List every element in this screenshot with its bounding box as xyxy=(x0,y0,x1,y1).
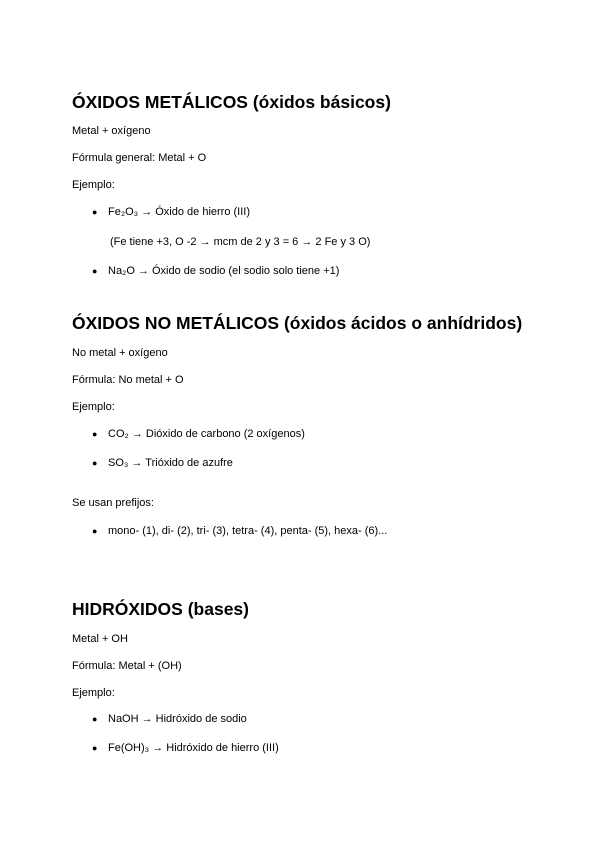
bullet-icon: ● xyxy=(92,743,98,753)
list-item xyxy=(92,428,305,440)
list-item-text: CO₂ → Dióxido de carbono (2 oxígenos) xyxy=(108,428,305,440)
example-label: Ejemplo: xyxy=(72,687,115,699)
definition-line: No metal + oxígeno xyxy=(72,347,168,359)
bullet-icon: ● xyxy=(92,458,98,468)
bullet-icon: ● xyxy=(92,714,98,724)
bullet-icon: ● xyxy=(92,207,98,217)
explanation-note: (Fe tiene +3, O -2 → mcm de 2 y 3 = 6 → 2 Fe y 3 O) xyxy=(110,236,371,248)
list-item-text: Na₂O → Óxido de sodio (el sodio solo tiene +1) xyxy=(108,265,340,277)
prefix-label: Se usan prefijos: xyxy=(72,497,154,509)
list-item-text: mono- (1), di- (2), tri- (3), tetra- (4), penta- (5), hexa- (6)... xyxy=(108,525,388,537)
bullet-icon: ● xyxy=(92,266,98,276)
list-item-text: NaOH → Hidróxido de sodio xyxy=(108,713,247,725)
formula-line: Fórmula: No metal + O xyxy=(72,374,184,386)
bullet-icon: ● xyxy=(92,526,98,536)
formula-line: Fórmula general: Metal + O xyxy=(72,152,207,164)
example-label: Ejemplo: xyxy=(72,401,115,413)
list-item xyxy=(92,206,250,218)
formula-line: Fórmula: Metal + (OH) xyxy=(72,660,182,672)
section-heading-hidroxidos: HIDRÓXIDOS (bases) xyxy=(72,599,249,619)
list-item xyxy=(92,713,247,725)
list-item xyxy=(92,265,339,277)
section-heading-oxidos-metalicos: ÓXIDOS METÁLICOS (óxidos básicos) xyxy=(72,92,391,112)
definition-line: Metal + OH xyxy=(72,633,128,645)
example-label: Ejemplo: xyxy=(72,179,115,191)
list-item xyxy=(92,525,387,537)
section-heading-oxidos-no-metalicos: ÓXIDOS NO METÁLICOS (óxidos ácidos o anhídridos) xyxy=(72,313,523,333)
list-item-text: SO₃ → Trióxido de azufre xyxy=(108,457,233,469)
list-item xyxy=(92,742,279,754)
list-item-text: Fe(OH)₃ → Hidróxido de hierro (III) xyxy=(108,742,279,754)
list-item-text: Fe₂O₃ → Óxido de hierro (III) xyxy=(108,206,251,218)
list-item xyxy=(92,457,233,469)
bullet-icon: ● xyxy=(92,429,98,439)
definition-line: Metal + oxígeno xyxy=(72,125,151,137)
